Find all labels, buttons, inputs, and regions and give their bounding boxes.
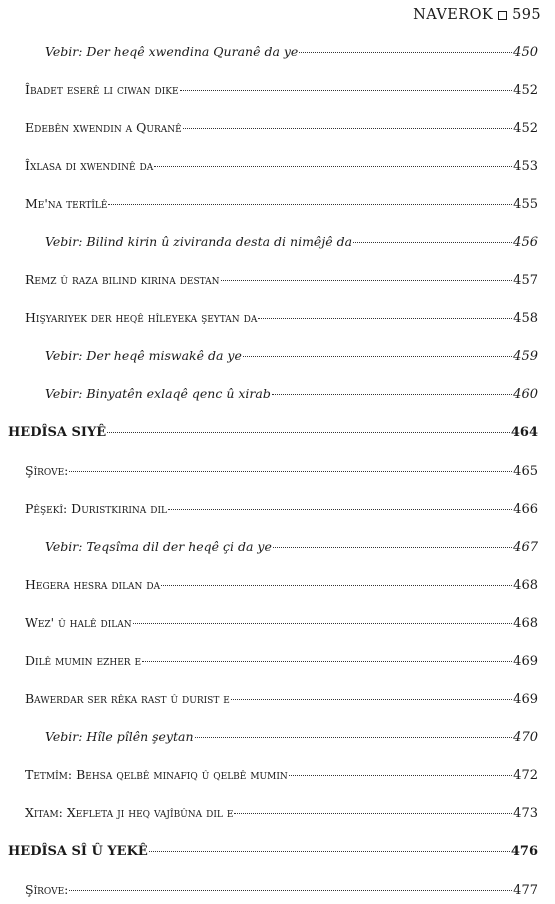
toc-entry[interactable] — [0, 729, 555, 751]
dot-leader — [258, 318, 512, 319]
toc-entry-page: 456 — [513, 235, 538, 250]
toc-entry-page: 465 — [513, 464, 538, 479]
toc-entry-page: 457 — [513, 273, 538, 288]
dot-leader — [221, 280, 513, 281]
toc-entry-title: Îbadet eserê li ciwan dike — [25, 82, 179, 97]
toc-entry-page: 477 — [513, 883, 538, 898]
toc-entry-page: 473 — [513, 806, 538, 821]
toc-entry-title: Şîrove: — [25, 463, 69, 478]
toc-entry-title: Pêşekî: Duristkirina dil — [25, 501, 167, 516]
running-title: NAVEROK — [413, 7, 494, 23]
toc-entry[interactable] — [0, 44, 555, 66]
toc-entry[interactable] — [0, 501, 555, 523]
square-glyph-icon — [498, 11, 507, 20]
toc-entry[interactable] — [0, 805, 555, 827]
toc-entry-title: Edebên xwendin a Quranê — [25, 120, 182, 135]
toc-entry-page: 470 — [513, 730, 538, 745]
toc-entry-title: Vebir: Teqsîma dil der heqê çi da ye — [45, 539, 272, 554]
toc-entry[interactable] — [0, 577, 555, 599]
toc-entry[interactable] — [0, 844, 555, 866]
dot-leader — [195, 737, 513, 738]
toc-entry-title: Vebir: Hîle pîlên şeytan — [45, 729, 194, 744]
toc-entry[interactable] — [0, 691, 555, 713]
dot-leader — [353, 242, 512, 243]
toc-entry-page: 460 — [513, 387, 538, 402]
dot-leader — [108, 204, 512, 205]
toc-entry-page: 453 — [513, 159, 538, 174]
toc-entry-page: 467 — [513, 540, 538, 555]
dot-leader — [273, 547, 512, 548]
toc-entry-title: Me'na tertîlê — [25, 196, 108, 211]
toc-entry-title: Tetmîm: Behsa qelbê minafiq û qelbê mumin — [25, 767, 288, 782]
toc-entry[interactable] — [0, 196, 555, 218]
toc-entry-page: 466 — [513, 502, 538, 517]
toc-entry-title: Remz û raza bilind kirina destan — [25, 272, 220, 287]
toc-entry-page: 468 — [513, 616, 538, 631]
toc-entry[interactable] — [0, 882, 555, 904]
toc-entry-page: 472 — [513, 768, 538, 783]
running-header — [413, 7, 541, 23]
toc-entry-page: 450 — [513, 45, 538, 60]
toc-entry[interactable] — [0, 82, 555, 104]
toc-entry-title: Îxlasa di xwendinê da — [25, 158, 154, 173]
toc-entry-page: 469 — [513, 654, 538, 669]
dot-leader — [231, 699, 512, 700]
dot-leader — [69, 890, 512, 891]
toc-entry-title: HEDÎSA SÎ Û YEKÊ — [8, 844, 148, 859]
toc-entry-title: Vebir: Bilind kirin û ziviranda desta di nimêjê da — [45, 234, 353, 249]
toc-entry[interactable] — [0, 386, 555, 408]
dot-leader — [142, 661, 512, 662]
toc-entry-page: 476 — [510, 844, 538, 859]
dot-leader — [149, 851, 510, 852]
toc-entry-title: Hegera hesra dilan da — [25, 577, 161, 592]
page-number: 595 — [512, 7, 541, 23]
toc-entry-page: 458 — [513, 311, 538, 326]
toc-entry-page: 459 — [513, 349, 538, 364]
toc-entry-page: 468 — [513, 578, 538, 593]
toc-entry-title: Vebir: Binyatên exlaqê qenc û xirab — [45, 386, 271, 401]
dot-leader — [168, 509, 512, 510]
toc-entry[interactable] — [0, 234, 555, 256]
toc-entry-title: HEDÎSA SIYÊ — [8, 425, 107, 440]
dot-leader — [289, 775, 512, 776]
dot-leader — [69, 471, 512, 472]
toc-entry-title: Hişyariyek der heqê hîleyeka şeytan da — [25, 310, 258, 325]
toc-entry[interactable] — [0, 653, 555, 675]
dot-leader — [161, 585, 512, 586]
toc-entry-page: 452 — [513, 121, 538, 136]
dot-leader — [183, 128, 512, 129]
toc-entry[interactable] — [0, 615, 555, 637]
toc-entry-title: Bawerdar ser rêka rast û durist e — [25, 691, 230, 706]
dot-leader — [107, 432, 510, 433]
dot-leader — [154, 166, 512, 167]
toc-entry[interactable] — [0, 425, 555, 447]
toc-entry[interactable] — [0, 158, 555, 180]
toc-entry[interactable] — [0, 120, 555, 142]
toc-entry[interactable] — [0, 539, 555, 561]
toc-entry-title: Şîrove: — [25, 882, 69, 897]
dot-leader — [133, 623, 513, 624]
dot-leader — [243, 356, 512, 357]
toc-entry-title: Vebir: Der heqê miswakê da ye — [45, 348, 242, 363]
toc-entry-title: Vebir: Der heqê xwendina Quranê da ye — [45, 44, 299, 59]
toc-entry[interactable] — [0, 348, 555, 370]
toc-entry[interactable] — [0, 272, 555, 294]
toc-entry[interactable] — [0, 310, 555, 332]
toc-entry-title: Wez' û halê dilan — [25, 615, 132, 630]
dot-leader — [234, 813, 512, 814]
toc-entry-title: Dilê mumin ezher e — [25, 653, 142, 668]
dot-leader — [272, 394, 512, 395]
toc-entry[interactable] — [0, 463, 555, 485]
toc-entry-page: 469 — [513, 692, 538, 707]
toc-entry-page: 452 — [513, 83, 538, 98]
toc-entry-title: Xitam: Xefleta ji heq vajîbûna dil e — [25, 805, 234, 820]
toc-entry-page: 455 — [513, 197, 538, 212]
toc-entry-page: 464 — [510, 425, 538, 440]
dot-leader — [180, 90, 513, 91]
toc-entry[interactable] — [0, 767, 555, 789]
dot-leader — [299, 52, 512, 53]
